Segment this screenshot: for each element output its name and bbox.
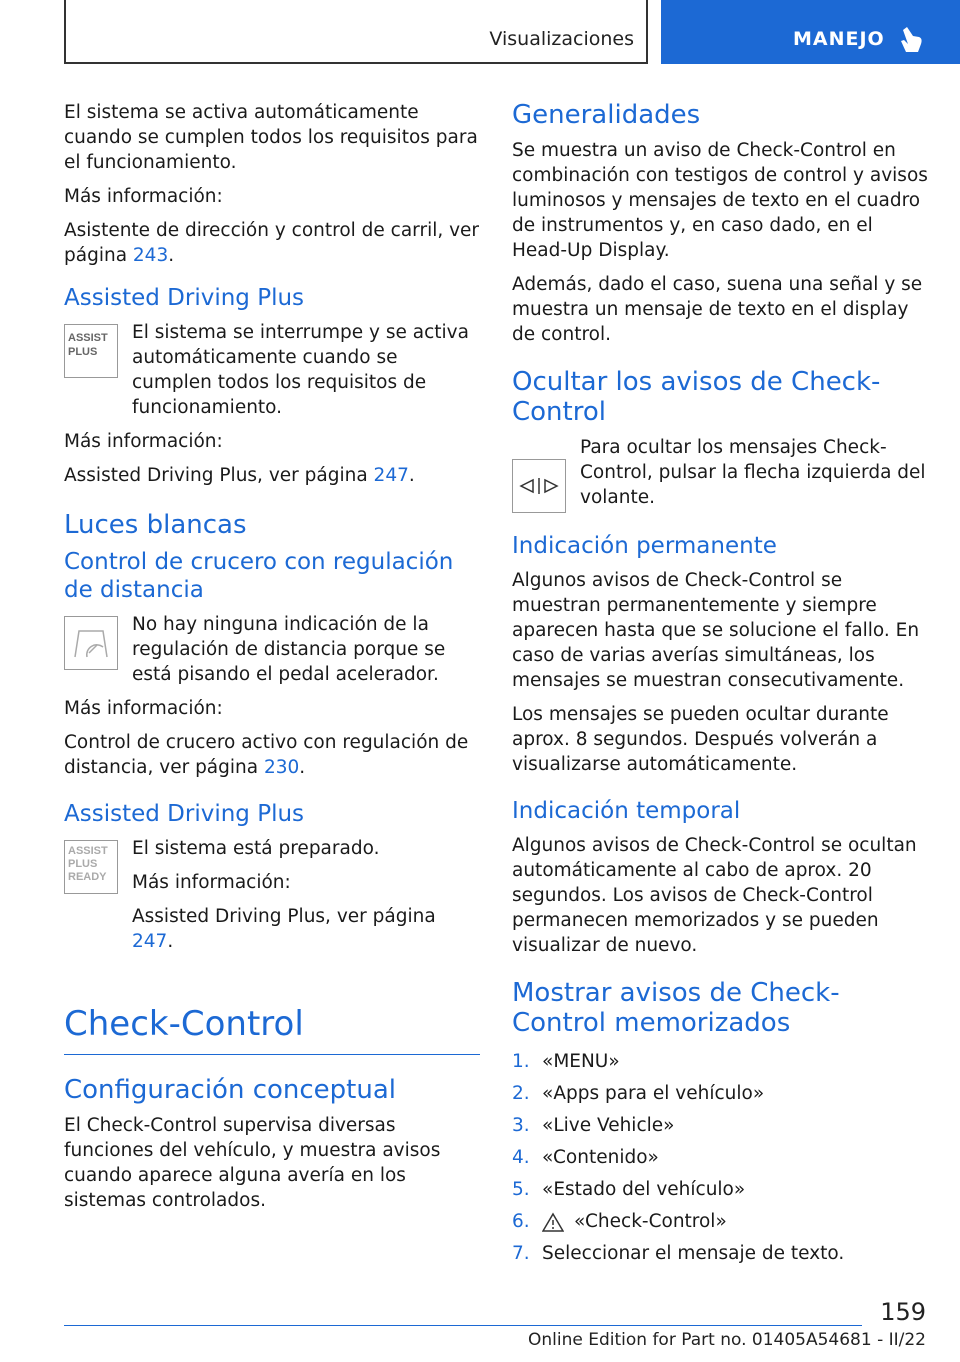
heading-mostrar-avisos: Mostrar avisos de Check-Control memorizados	[512, 978, 840, 1038]
steering-arrows-icon	[512, 459, 566, 513]
assist-plus-row	[64, 320, 480, 420]
list-item: 1. «MENU»	[512, 1051, 620, 1072]
footer-edition: Online Edition for Part no. 01405A54681 - II/22	[527, 1330, 926, 1350]
more-info-label: Más información:	[64, 186, 223, 207]
header-chapter-tab[interactable]	[661, 0, 960, 64]
list-item: 3. «Live Vehicle»	[512, 1115, 675, 1136]
intro-paragraph: El sistema se activa automáticamente cuando se cumplen todos los requisitos para el funcionamiento.	[64, 102, 478, 173]
temporal-p1: Algunos avisos de Check-Control se ocultan automáticamente al cabo de aprox. 20 segundos. Los avisos de Check-Control permanecen memorizados y se pueden visualizar de nuevo.	[512, 835, 917, 956]
reference-cruise-control: Control de crucero activo con regulación de distancia, ver página 230.	[64, 732, 469, 778]
more-info-label: Más información:	[64, 431, 223, 452]
reference-assisted-driving-plus: Assisted Driving Plus, ver página 247.	[64, 465, 415, 486]
warning-triangle-icon	[542, 1212, 564, 1232]
steps-list	[512, 1046, 928, 1270]
assist-plus-ready-icon: ASSIST PLUS READY	[64, 840, 118, 894]
assist-plus-ready-text: El sistema está preparado.	[132, 838, 380, 859]
list-item: 6. «Check-Control»	[512, 1211, 727, 1232]
permanente-p1: Algunos avisos de Check-Control se muestran permanentemente y siempre aparecen hasta que se solucione el fallo. En caso de varias averías simultáneas, los mensajes se muestran consecutivamente.	[512, 570, 920, 691]
heading-luces-blancas: Luces blancas	[64, 510, 247, 540]
heading-generalidades: Generalidades	[512, 100, 701, 130]
page-link-247[interactable]: 247	[132, 931, 168, 952]
ocultar-row	[512, 435, 928, 510]
hand-pointer-icon	[898, 26, 924, 54]
reference-lane-assist: Asistente de dirección y control de carril, ver página 243.	[64, 220, 480, 266]
heading-configuracion-conceptual: Configuración conceptual	[64, 1075, 396, 1105]
more-info-label: Más información:	[64, 698, 223, 719]
left-column	[64, 100, 480, 1222]
cruise-control-text: No hay ninguna indicación de la regulación de distancia porque se está pisando el pedal acelerador.	[132, 614, 446, 685]
header-chapter-label: MANEJO	[793, 28, 885, 50]
page-link-230[interactable]: 230	[263, 757, 300, 778]
configuracion-text: El Check-Control supervisa diversas funciones del vehículo, y muestra avisos cuando aparece alguna avería en los sistemas controlados.	[64, 1115, 441, 1211]
heading-assisted-driving-plus: Assisted Driving Plus	[64, 285, 305, 311]
heading-indicacion-temporal: Indicación temporal	[512, 798, 741, 824]
header-section-title: Visualizaciones	[489, 28, 634, 50]
reference-assisted-driving-plus-2: Assisted Driving Plus, ver página 247.	[132, 906, 436, 952]
footer-divider	[64, 1325, 862, 1326]
assist-plus-text: El sistema se interrumpe y se activa automáticamente cuando se cumplen todos los requisitos de funcionamiento.	[132, 322, 469, 418]
heading-indicacion-permanente: Indicación permanente	[512, 533, 777, 559]
list-item: 7. Seleccionar el mensaje de texto.	[512, 1243, 845, 1264]
ocultar-text: Para ocultar los mensajes Check-Control, pulsar la flecha izquierda del volante.	[580, 437, 926, 508]
right-column	[512, 100, 928, 1270]
cruise-control-row	[64, 612, 480, 687]
assist-plus-ready-row	[64, 836, 480, 954]
generalidades-p1: Se muestra un aviso de Check-Control en combinación con testigos de control y avisos luminosos y mensajes de texto en el cuadro de instrumentos y, en caso dado, en el Head-Up Display.	[512, 140, 928, 261]
page-link-243[interactable]: 243	[132, 245, 169, 266]
assist-plus-indicator-icon: ASSIST PLUS	[64, 324, 118, 378]
heading-cruise-control: Control de crucero con regulación de distancia	[64, 549, 454, 603]
list-item: 4. «Contenido»	[512, 1147, 659, 1168]
heading-ocultar-avisos: Ocultar los avisos de Check-Control	[512, 367, 881, 427]
heading-check-control: Check-Control	[64, 1004, 480, 1055]
heading-assisted-driving-plus-ready: Assisted Driving Plus	[64, 801, 305, 827]
page-number: 159	[880, 1298, 926, 1326]
cruise-control-gauge-icon	[64, 616, 118, 670]
page-link-247[interactable]: 247	[373, 465, 409, 486]
more-info-label: Más información:	[132, 872, 291, 893]
generalidades-p2: Además, dado el caso, suena una señal y se muestra un mensaje de texto en el display de control.	[512, 274, 923, 345]
list-item: 2. «Apps para el vehículo»	[512, 1083, 765, 1104]
list-item: 5. «Estado del vehículo»	[512, 1179, 746, 1200]
permanente-p2: Los mensajes se pueden ocultar durante aprox. 8 segundos. Después volverán a visualizarse automáticamente.	[512, 704, 889, 775]
